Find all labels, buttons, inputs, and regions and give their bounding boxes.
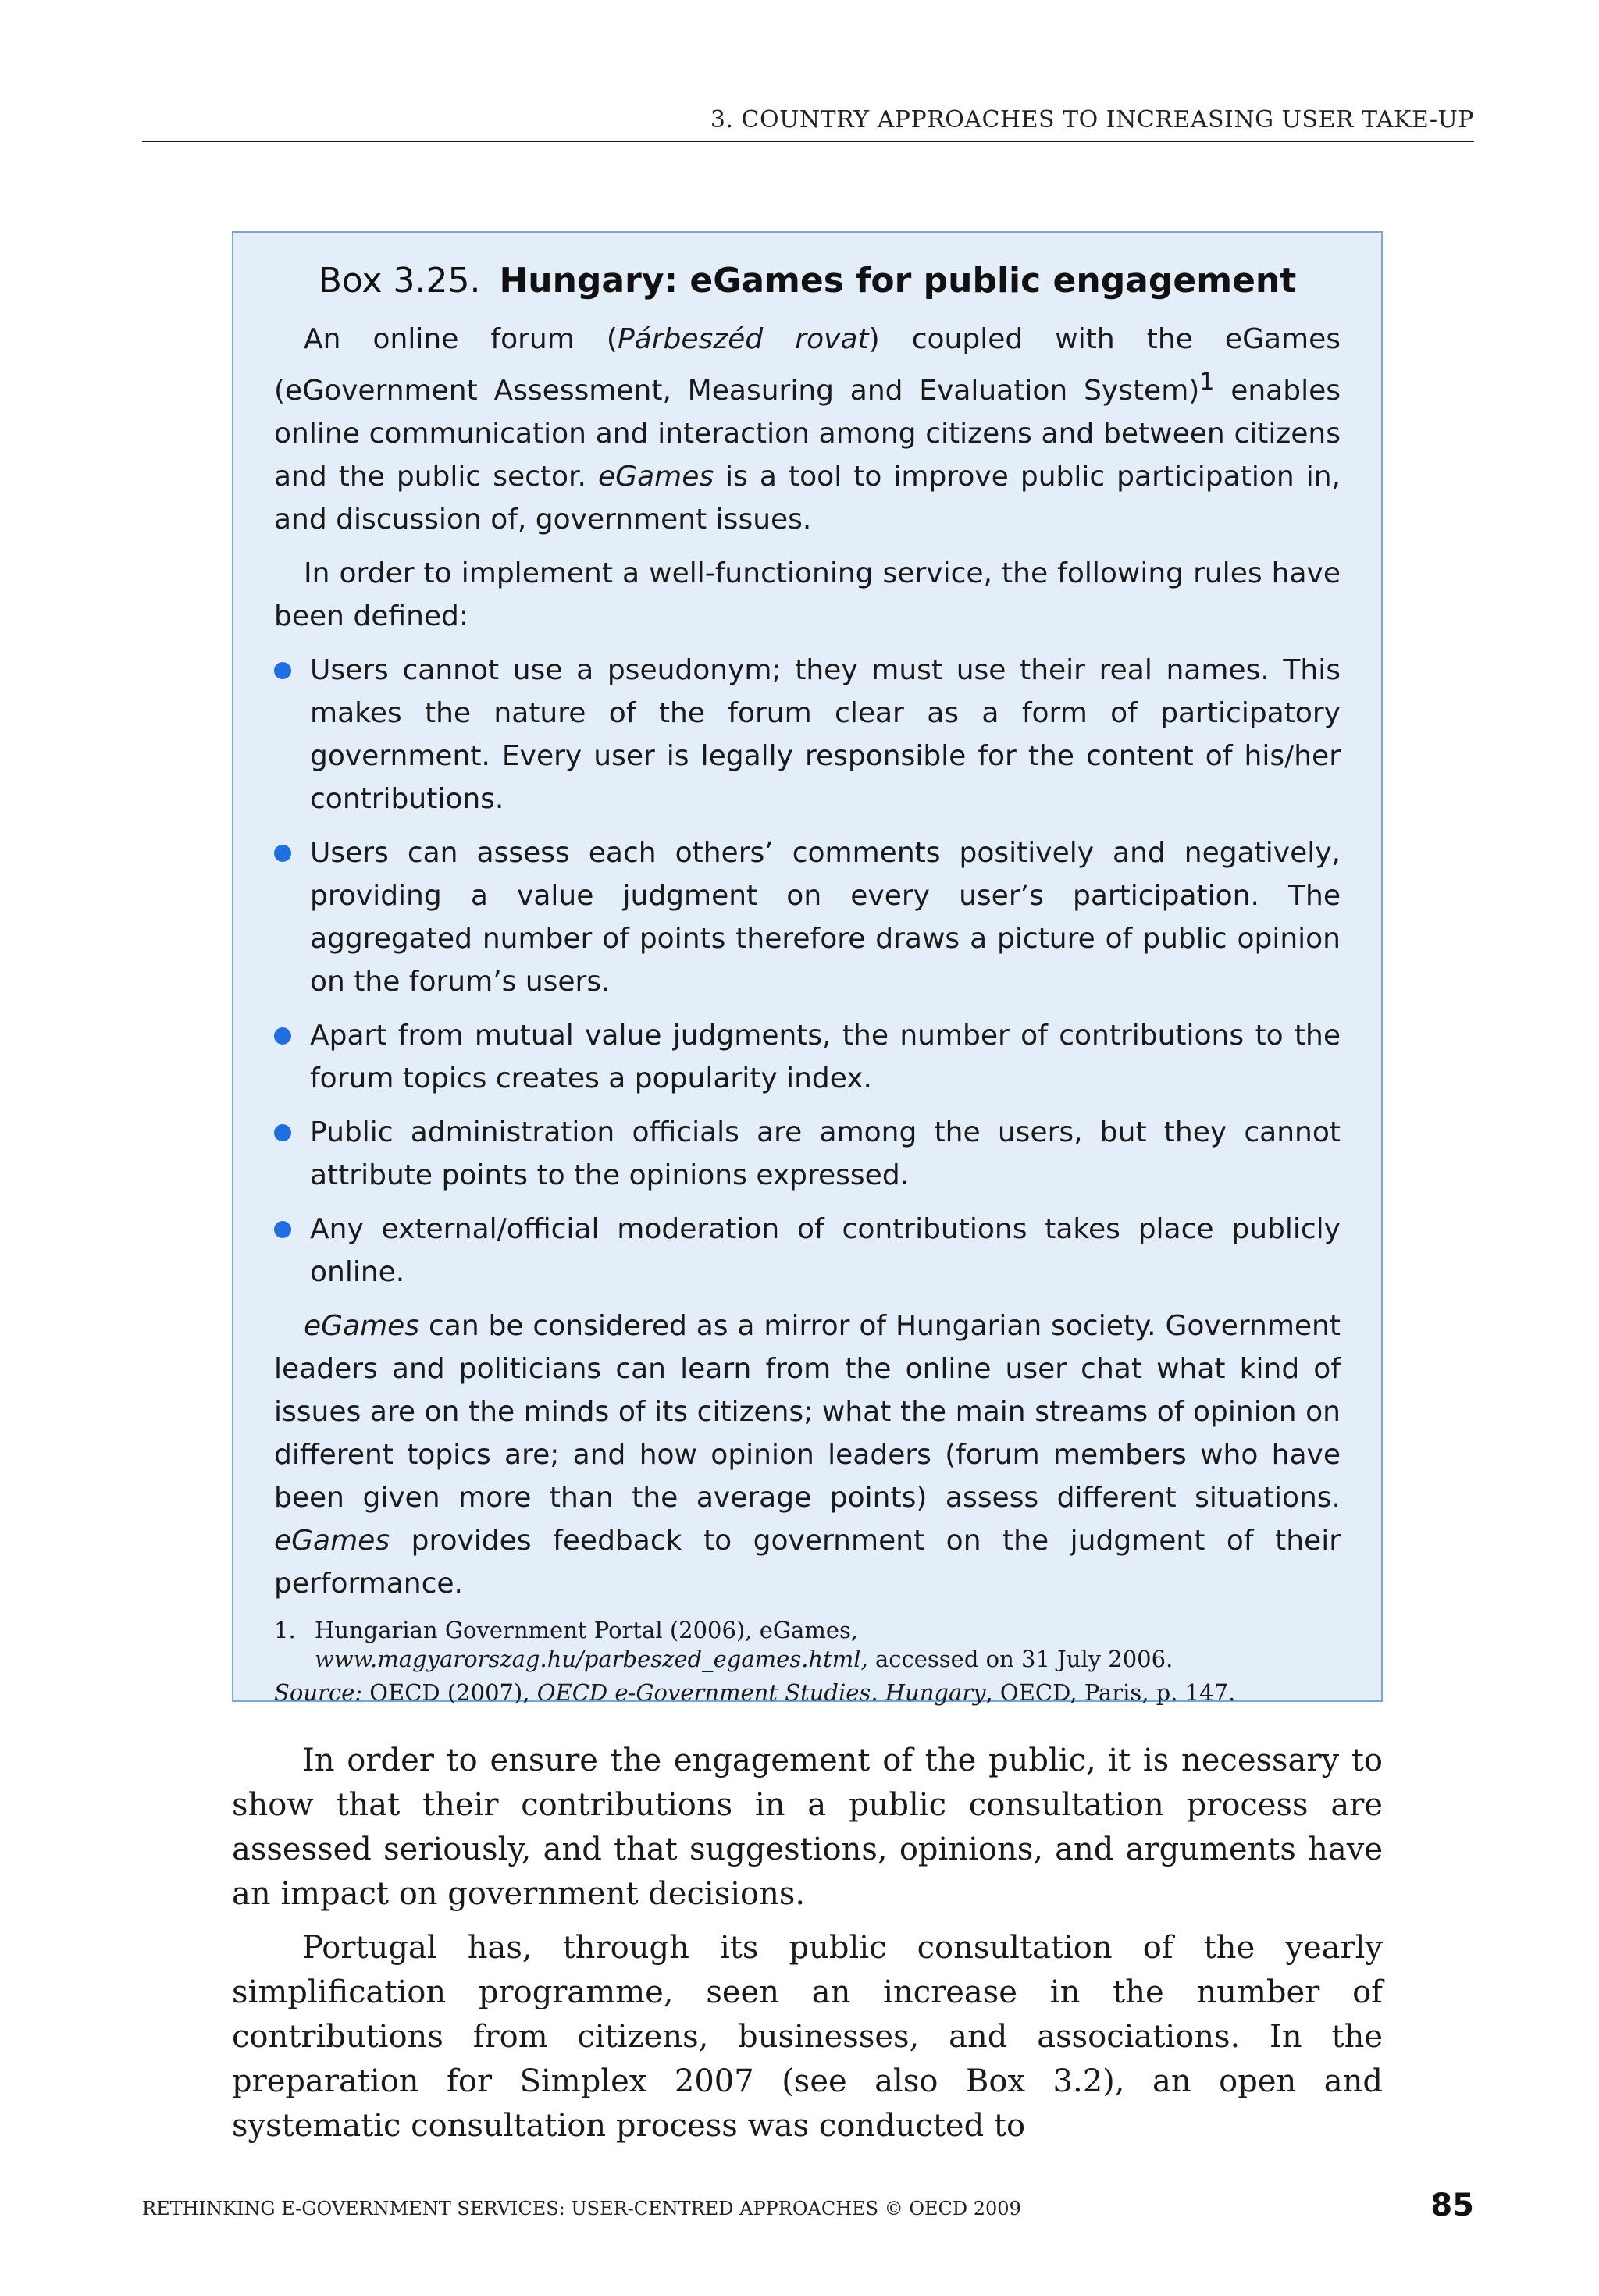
- box-paragraph-1: An online forum (Párbeszéd rovat) coupled with the eGames (eGovernment Assessment, Measuring and Evaluation System)$^1$ enables online communication and interaction among citizens and between citizens and the public sector. eGames is a tool to improve public participation in, and discussion of, government issues.: [274, 323, 1341, 536]
- box-paragraph-2: In order to implement a well-functioning service, the following rules have been defined:: [274, 557, 1341, 632]
- bullet-icon: [274, 662, 291, 679]
- box-title: [274, 261, 1341, 301]
- box-heading: Hungary: eGames for public engagement: [499, 261, 1297, 301]
- running-header: 3. COUNTRY APPROACHES TO INCREASING USER TAKE-UP: [710, 106, 1474, 133]
- bullet-icon: [274, 845, 291, 862]
- main-text: [232, 1739, 1383, 2158]
- footnote-number: 1.: [274, 1617, 296, 1643]
- bullet-icon: [274, 1221, 291, 1238]
- body-paragraph-2: Portugal has, through its public consultation of the yearly simplification programme, seen an increase in the number of contributions from citizens, businesses, and associations. In the preparation for Simplex 2007 (see also Box 3.2), an open and systematic consultation process was conducted to: [232, 1930, 1383, 2144]
- list-item: Users can assess each others’ comments positively and negatively, providing a value judgment on every user’s participation. The aggregated number of points therefore draws a picture of public opinion on the forum’s users.: [274, 831, 1341, 1003]
- box-paragraph-3: eGames can be considered as a mirror of Hungarian society. Government leaders and politicians can learn from the online user chat what kind of issues are on the minds of its citizens; what the main streams of opinion on different topics are; and how opinion leaders (forum members who have been given more than the average points) assess different situations. eGames provides feedback to government on the judgment of their performance.: [274, 1310, 1341, 1600]
- body-paragraph-1: In order to ensure the engagement of the public, it is necessary to show that their contributions in a public consultation process are assessed seriously, and that suggestions, opinions, and arguments have an impact on government decisions.: [232, 1742, 1383, 1912]
- footnote: [274, 1616, 1341, 1674]
- list-item: Users cannot use a pseudonym; they must use their real names. This makes the nature of the forum clear as a form of participatory government. Every user is legally responsible for the content of his/her contributions.: [274, 649, 1341, 821]
- bullet-icon: [274, 1027, 291, 1045]
- box-3-25: [232, 231, 1383, 1706]
- footnote-link[interactable]: www.magyarorszag.hu/parbeszed_egames.html,: [315, 1646, 868, 1672]
- list-item: Apart from mutual value judgments, the number of contributions to the forum topics creates a popularity index.: [274, 1014, 1341, 1100]
- footer-title: RETHINKING E-GOVERNMENT SERVICES: USER-CENTRED APPROACHES © OECD 2009: [142, 2198, 1021, 2219]
- rules-list: [274, 649, 1341, 1294]
- footnote-ref: 1: [1199, 368, 1215, 396]
- page-number: 85: [1430, 2187, 1474, 2223]
- list-item: Any external/official moderation of contributions takes place publicly online.: [274, 1208, 1341, 1294]
- footnote-text: Hungarian Government Portal (2006), eGames, www.magyarorszag.hu/parbeszed_egames.html, accessed on 31 July 2006.: [315, 1617, 1173, 1672]
- list-item: Public administration officials are among the users, but they cannot attribute points to the opinions expressed.: [274, 1111, 1341, 1197]
- header-rule: [142, 141, 1474, 142]
- source-note: Source: OECD (2007), OECD e-Government Studies. Hungary, OECD, Paris, p. 147.: [274, 1679, 1236, 1706]
- bullet-icon: [274, 1124, 291, 1141]
- box-number: Box 3.25.: [318, 261, 481, 301]
